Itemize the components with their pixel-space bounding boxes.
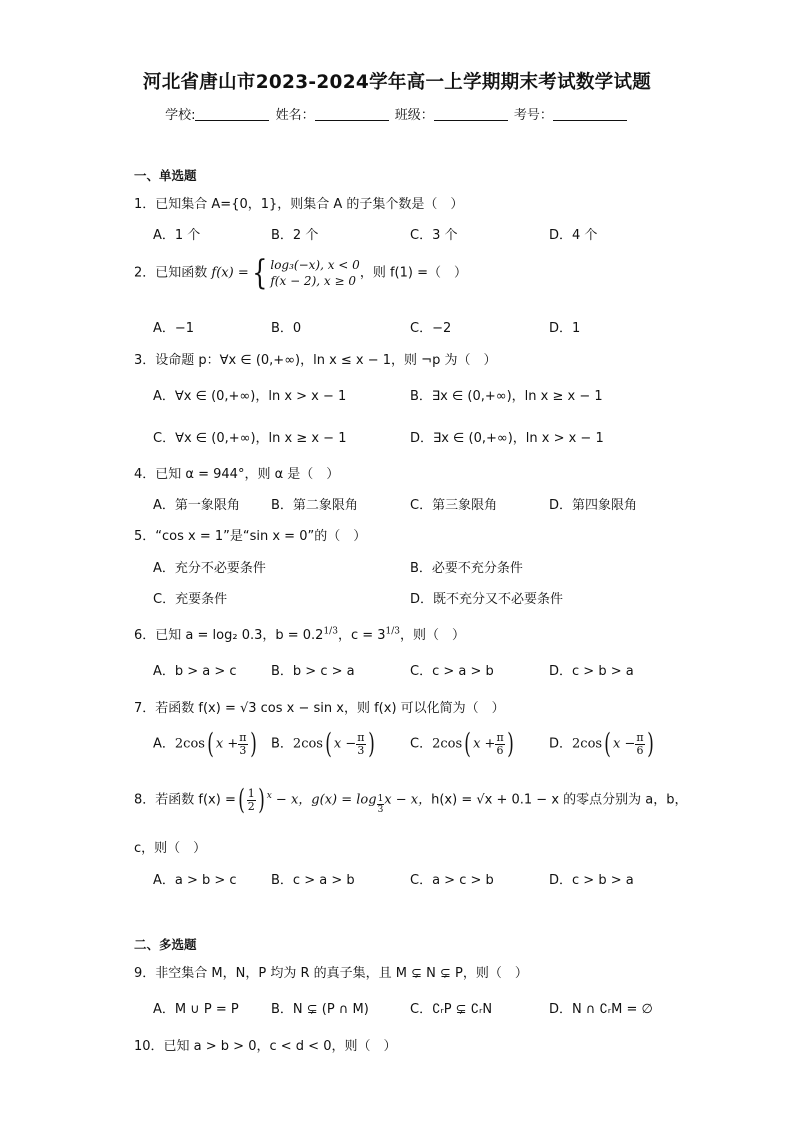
question-2-function: f(x) = [211, 265, 249, 281]
question-3-option-d: D．∃x ∈ (0,+∞)，ln x > x − 1 [410, 431, 604, 446]
question-4-stem: 4．已知 α = 944°，则 α 是（ ） [134, 467, 340, 482]
paren-open: ( [238, 783, 245, 816]
question-3-option-a: A．∀x ∈ (0,+∞)，ln x > x − 1 [153, 389, 347, 404]
question-6-stem [134, 624, 465, 643]
question-8-after: − x， [271, 792, 312, 808]
question-3-option-c: C．∀x ∈ (0,+∞)，ln x ≥ x − 1 [153, 431, 347, 446]
paren-open: ( [464, 727, 471, 760]
option-c-num: π [496, 730, 504, 744]
question-6-option-d: D．c > b > a [549, 664, 634, 679]
question-5-stem: 5．“cos x = 1”是“sin x = 0”的（ ） [134, 529, 367, 544]
question-3-option-b: B．∃x ∈ (0,+∞)，ln x ≥ x − 1 [410, 389, 603, 404]
option-a-coef: 2cos [174, 736, 205, 752]
option-b-fraction [356, 732, 365, 757]
question-5-option-d: D．既不充分又不必要条件 [410, 592, 564, 607]
question-6-b-exponent: 1/3 [323, 626, 338, 637]
paren-open: ( [207, 727, 214, 760]
section-single-choice: 一、单选题 [134, 168, 197, 183]
question-8-stem [134, 783, 688, 816]
section-multiple-choice: 二、多选题 [134, 937, 197, 952]
question-8-option-d: D．c > b > a [549, 873, 634, 888]
paren-open: ( [325, 727, 332, 760]
option-d-num: π [636, 730, 644, 744]
question-1-option-a: A．1 个 [153, 228, 201, 243]
question-2-piece-2: f(x − 2), x ≥ 0 [270, 274, 356, 288]
question-4-option-c: C．第三象限角 [410, 498, 498, 513]
paren-close: ) [646, 727, 654, 760]
question-5-option-b: B．必要不充分条件 [410, 561, 523, 576]
paren-close: ) [506, 727, 514, 760]
option-c-fraction [495, 732, 504, 757]
id-label: 考号： [513, 108, 553, 123]
question-8-g-tail: x − x， [384, 792, 432, 808]
question-8-lead: 8．若函数 f(x) = [134, 792, 236, 808]
half-num: 1 [247, 786, 255, 800]
question-1-option-d: D．4 个 [549, 228, 598, 243]
option-a-den: 3 [239, 743, 247, 757]
question-8-line-2: c，则（ ） [134, 841, 207, 856]
question-1-stem: 1．已知集合 A={0，1}，则集合 A 的子集个数是（ ） [134, 197, 464, 212]
option-d-label: D． [549, 736, 573, 752]
log-base-num: 1 [377, 793, 384, 804]
question-9-option-a: A．M ∪ P = P [153, 1002, 239, 1017]
option-a-fraction [238, 732, 247, 757]
question-3-stem: 3．设命题 p：∀x ∈ (0,+∞)，ln x ≤ x − 1，则 ¬p 为（ ） [134, 353, 497, 368]
question-8-half [247, 788, 256, 813]
question-8-h: h(x) = √x + 0.1 − x 的零点分别为 a，b， [431, 792, 688, 808]
name-label: 姓名： [275, 108, 315, 123]
option-a-label: A． [153, 736, 175, 752]
question-7-option-c [410, 727, 516, 760]
question-8-option-c: C．a > c > b [410, 873, 494, 888]
question-9-option-d: D．N ∩ ∁ᵣM = ∅ [549, 1002, 653, 1017]
log-base-den: 3 [377, 804, 384, 815]
question-4-option-b: B．第二象限角 [271, 498, 358, 513]
question-2-piece-1: log₃(−x), x < 0 [270, 258, 360, 272]
paren-close: ) [257, 783, 265, 816]
question-2-option-c: C．−2 [410, 321, 452, 336]
question-6-tail: ，则（ ） [400, 628, 466, 643]
option-d-fraction [635, 732, 644, 757]
question-6-lead: 6．已知 a = log₂ 0.3，b = 0.2 [134, 628, 324, 643]
option-b-inner: x − [333, 736, 357, 752]
question-1-option-b: B．2 个 [271, 228, 319, 243]
question-8-g: g(x) = log [311, 792, 377, 808]
option-a-num: π [239, 730, 247, 744]
question-10-stem: 10．已知 a > b > 0，c < d < 0，则（ ） [134, 1039, 397, 1054]
question-2-lead: 2．已知函数 [134, 265, 212, 281]
option-c-inner: x + [473, 736, 496, 752]
option-b-label: B． [271, 736, 293, 752]
question-8-power: x [266, 791, 272, 802]
piecewise-brace: { [251, 253, 268, 293]
question-1-option-c: C．3 个 [410, 228, 458, 243]
question-5-option-a: A．充分不必要条件 [153, 561, 266, 576]
question-8-option-a: A．a > b > c [153, 873, 237, 888]
option-b-coef: 2cos [292, 736, 323, 752]
id-blank[interactable] [553, 108, 627, 121]
class-label: 班级： [394, 108, 434, 123]
option-c-coef: 2cos [432, 736, 463, 752]
question-2-option-b: B．0 [271, 321, 302, 336]
option-c-label: C． [410, 736, 433, 752]
school-blank[interactable] [195, 108, 269, 121]
question-2-option-d: D．1 [549, 321, 581, 336]
question-2-tail: ，则 f(1) =（ ） [359, 265, 467, 281]
paren-open: ( [604, 727, 611, 760]
class-blank[interactable] [434, 108, 508, 121]
option-a-inner: x + [215, 736, 239, 752]
question-2-pieces [270, 257, 359, 289]
option-d-coef: 2cos [572, 736, 603, 752]
option-b-den: 3 [357, 743, 365, 757]
question-6-option-b: B．b > c > a [271, 664, 355, 679]
student-info-line [0, 104, 794, 123]
question-5-option-c: C．充要条件 [153, 592, 228, 607]
question-4-option-a: A．第一象限角 [153, 498, 240, 513]
school-label: 学校: [165, 108, 196, 123]
question-7-option-a [153, 727, 258, 760]
question-6-c-exponent: 1/3 [385, 626, 400, 637]
paren-close: ) [367, 727, 375, 760]
question-6-option-c: C．c > a > b [410, 664, 494, 679]
option-c-den: 6 [496, 743, 504, 757]
question-9-option-c: C．∁ᵣP ⊊ ∁ᵣN [410, 1002, 493, 1017]
question-9-option-b: B．N ⊊ (P ∩ M) [271, 1002, 369, 1017]
option-b-num: π [357, 730, 365, 744]
question-7-option-d [549, 727, 656, 760]
question-7-option-b [271, 727, 376, 760]
question-2-option-a: A．−1 [153, 321, 195, 336]
option-d-inner: x − [613, 736, 636, 752]
question-9-stem: 9．非空集合 M，N，P 均为 R 的真子集，且 M ⊊ N ⊊ P，则（ ） [134, 966, 528, 981]
paren-close: ) [249, 727, 257, 760]
name-blank[interactable] [315, 108, 389, 121]
question-6-option-a: A．b > a > c [153, 664, 237, 679]
half-den: 2 [247, 799, 255, 813]
question-2-stem [134, 253, 467, 293]
question-4-option-d: D．第四象限角 [549, 498, 638, 513]
question-6-mid: ，c = 3 [337, 628, 386, 643]
question-8-option-b: B．c > a > b [271, 873, 355, 888]
page-title: 河北省唐山市2023-2024学年高一上学期期末考试数学试题 [142, 72, 652, 93]
option-d-den: 6 [636, 743, 644, 757]
question-7-stem: 7．若函数 f(x) = √3 cos x − sin x，则 f(x) 可以化简为（ ） [134, 701, 505, 716]
